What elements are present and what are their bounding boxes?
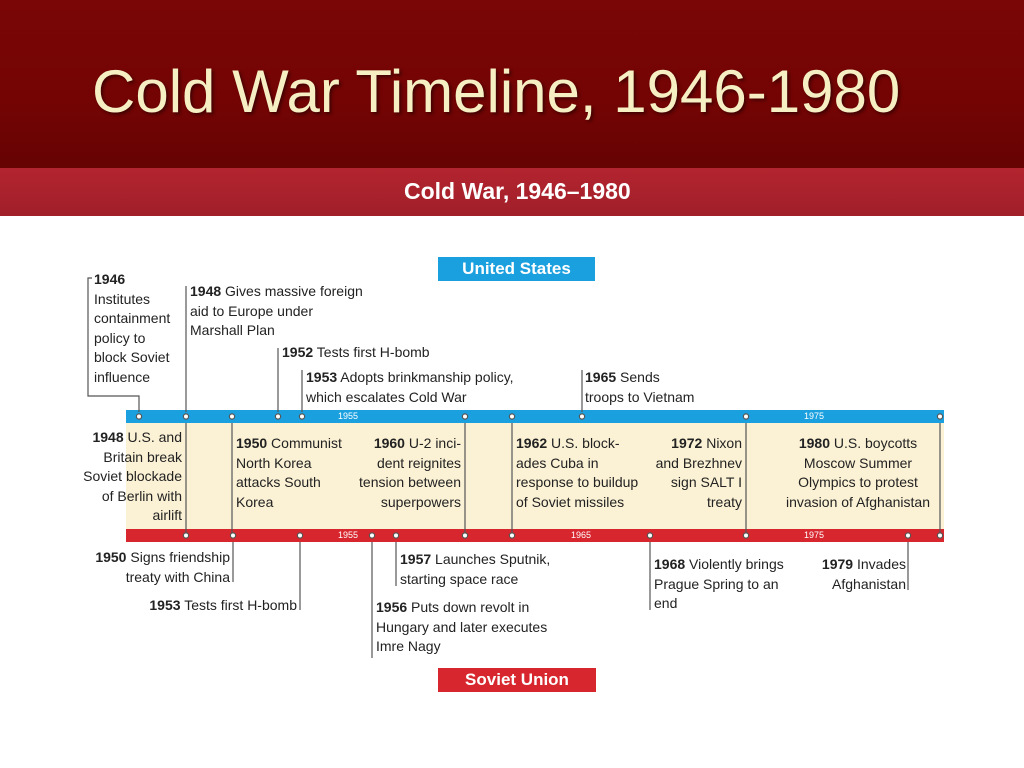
dot-us-1946 xyxy=(136,414,141,419)
event-text: superpowers xyxy=(380,493,461,510)
su-event-1968 xyxy=(654,555,784,614)
mid-event-1962 xyxy=(516,434,638,512)
dot-su-1962 xyxy=(509,533,514,538)
su-event-1950 xyxy=(95,548,230,587)
event-text: of Soviet missiles xyxy=(516,493,625,510)
event-year: 1950 xyxy=(95,549,127,565)
event-text: treaty with China xyxy=(125,568,230,585)
event-text: U.S. and xyxy=(127,429,182,445)
dot-us-1965 xyxy=(579,414,584,419)
event-text: Tests first H-bomb xyxy=(184,597,297,613)
us-tick-1975: 1975 xyxy=(803,411,825,421)
event-text: Britain break xyxy=(103,448,182,465)
event-year: 1968 xyxy=(654,556,686,572)
su-event-1956 xyxy=(376,598,547,657)
event-year: 1953 xyxy=(149,597,181,613)
dot-us-1980 xyxy=(937,414,942,419)
su-event-1953 xyxy=(149,596,297,616)
dot-us-1972 xyxy=(743,414,748,419)
event-text: dent reignites xyxy=(376,454,461,471)
event-year: 1956 xyxy=(376,599,408,615)
event-text: Soviet blockade xyxy=(83,468,182,485)
event-year: 1948 xyxy=(190,283,222,299)
event-text: Marshall Plan xyxy=(190,322,275,339)
event-text: Signs friendship xyxy=(130,549,230,565)
event-text: aid to Europe under xyxy=(190,302,313,319)
dot-su-1980 xyxy=(937,533,942,538)
event-text: tension between xyxy=(359,474,461,491)
event-text: policy to xyxy=(94,329,146,346)
event-year: 1946 xyxy=(94,271,126,287)
event-text: starting space race xyxy=(400,570,519,587)
event-year: 1972 xyxy=(671,435,703,451)
dot-su-1960 xyxy=(462,533,467,538)
su-event-1979 xyxy=(822,555,906,594)
figure-caption: Cold War, 1946–1980 xyxy=(404,178,631,204)
event-text: invasion of Afghanistan xyxy=(786,493,930,510)
dot-su-1948 xyxy=(183,533,188,538)
slide-title: Cold War Timeline, 1946-1980 xyxy=(92,58,901,125)
su-tick-1975: 1975 xyxy=(803,530,825,540)
us-event-1948 xyxy=(190,282,363,341)
event-text: treaty xyxy=(706,493,742,510)
dot-us-1950 xyxy=(229,414,234,419)
event-text: U.S. block- xyxy=(551,435,620,451)
dot-us-1953 xyxy=(299,414,304,419)
event-year: 1979 xyxy=(821,556,854,572)
event-text: troops to Vietnam xyxy=(585,388,695,405)
event-text: containment xyxy=(94,310,171,327)
event-text: Violently brings xyxy=(689,556,784,572)
event-year: 1950 xyxy=(236,435,268,451)
united-states-label: United States xyxy=(438,257,595,281)
us-event-1953 xyxy=(306,368,514,407)
event-text: Hungary and later executes xyxy=(376,618,548,635)
event-text: North Korea xyxy=(236,454,312,471)
event-text: U.S. boycotts xyxy=(833,435,918,451)
event-year: 1962 xyxy=(516,435,548,451)
event-text: end xyxy=(654,595,678,612)
event-text: Adopts brinkmanship policy, xyxy=(340,369,514,385)
event-text: airlift xyxy=(152,507,182,524)
us-tick-1955: 1955 xyxy=(337,411,359,421)
dot-su-1979 xyxy=(905,533,910,538)
event-text: response to buildup xyxy=(516,474,639,491)
dot-us-1948 xyxy=(183,414,188,419)
mid-event-1948 xyxy=(83,428,182,526)
dot-us-1952 xyxy=(275,414,280,419)
event-year: 1957 xyxy=(400,551,432,567)
dot-su-1972 xyxy=(743,533,748,538)
su-event-1957 xyxy=(400,550,550,589)
us-event-1946 xyxy=(94,270,170,388)
event-year: 1980 xyxy=(798,435,830,451)
us-event-1952 xyxy=(282,343,430,363)
event-text: Korea xyxy=(236,493,274,510)
event-text: Tests first H-bomb xyxy=(316,344,430,360)
event-text: Nixon xyxy=(706,435,742,451)
event-text: of Berlin with xyxy=(101,487,182,504)
event-text: Afghanistan xyxy=(832,575,906,592)
event-year: 1960 xyxy=(373,435,405,451)
event-text: sign SALT I xyxy=(670,474,742,491)
event-year: 1965 xyxy=(585,369,617,385)
mid-event-1960 xyxy=(359,434,461,512)
event-text: block Soviet xyxy=(94,349,170,366)
event-text: U-2 inci- xyxy=(408,435,461,451)
us-event-1965 xyxy=(585,368,694,407)
soviet-union-label: Soviet Union xyxy=(438,668,596,692)
event-text: Prague Spring to an xyxy=(654,575,779,592)
event-text: Gives massive foreign xyxy=(225,283,363,299)
mid-event-1972 xyxy=(656,434,742,512)
event-text: attacks South xyxy=(236,474,321,491)
event-text: Olympics to protest xyxy=(798,474,918,491)
event-text: Invades xyxy=(856,556,906,572)
dot-su-1968 xyxy=(647,533,652,538)
mid-event-1980 xyxy=(778,434,938,512)
event-text: Sends xyxy=(620,369,660,385)
event-text: Communist xyxy=(271,435,342,451)
event-text: Moscow Summer xyxy=(803,454,913,471)
dot-us-1960 xyxy=(462,414,467,419)
event-year: 1952 xyxy=(282,344,314,360)
dot-su-1953 xyxy=(297,533,302,538)
event-text: Puts down revolt in xyxy=(411,599,530,615)
su-tick-1955: 1955 xyxy=(337,530,359,540)
event-text: influence xyxy=(94,368,151,385)
event-text: Imre Nagy xyxy=(376,638,441,655)
dot-us-1962 xyxy=(509,414,514,419)
event-text: Institutes xyxy=(94,290,151,307)
event-year: 1948 xyxy=(92,429,124,445)
event-text: Launches Sputnik, xyxy=(435,551,551,567)
event-text: ades Cuba in xyxy=(516,454,599,471)
dot-su-1950 xyxy=(230,533,235,538)
dot-su-1956 xyxy=(369,533,374,538)
event-text: which escalates Cold War xyxy=(306,388,467,405)
event-year: 1953 xyxy=(306,369,338,385)
mid-event-1950 xyxy=(236,434,342,512)
dot-su-1957 xyxy=(393,533,398,538)
event-text: and Brezhnev xyxy=(655,454,742,471)
su-tick-1965: 1965 xyxy=(570,530,592,540)
